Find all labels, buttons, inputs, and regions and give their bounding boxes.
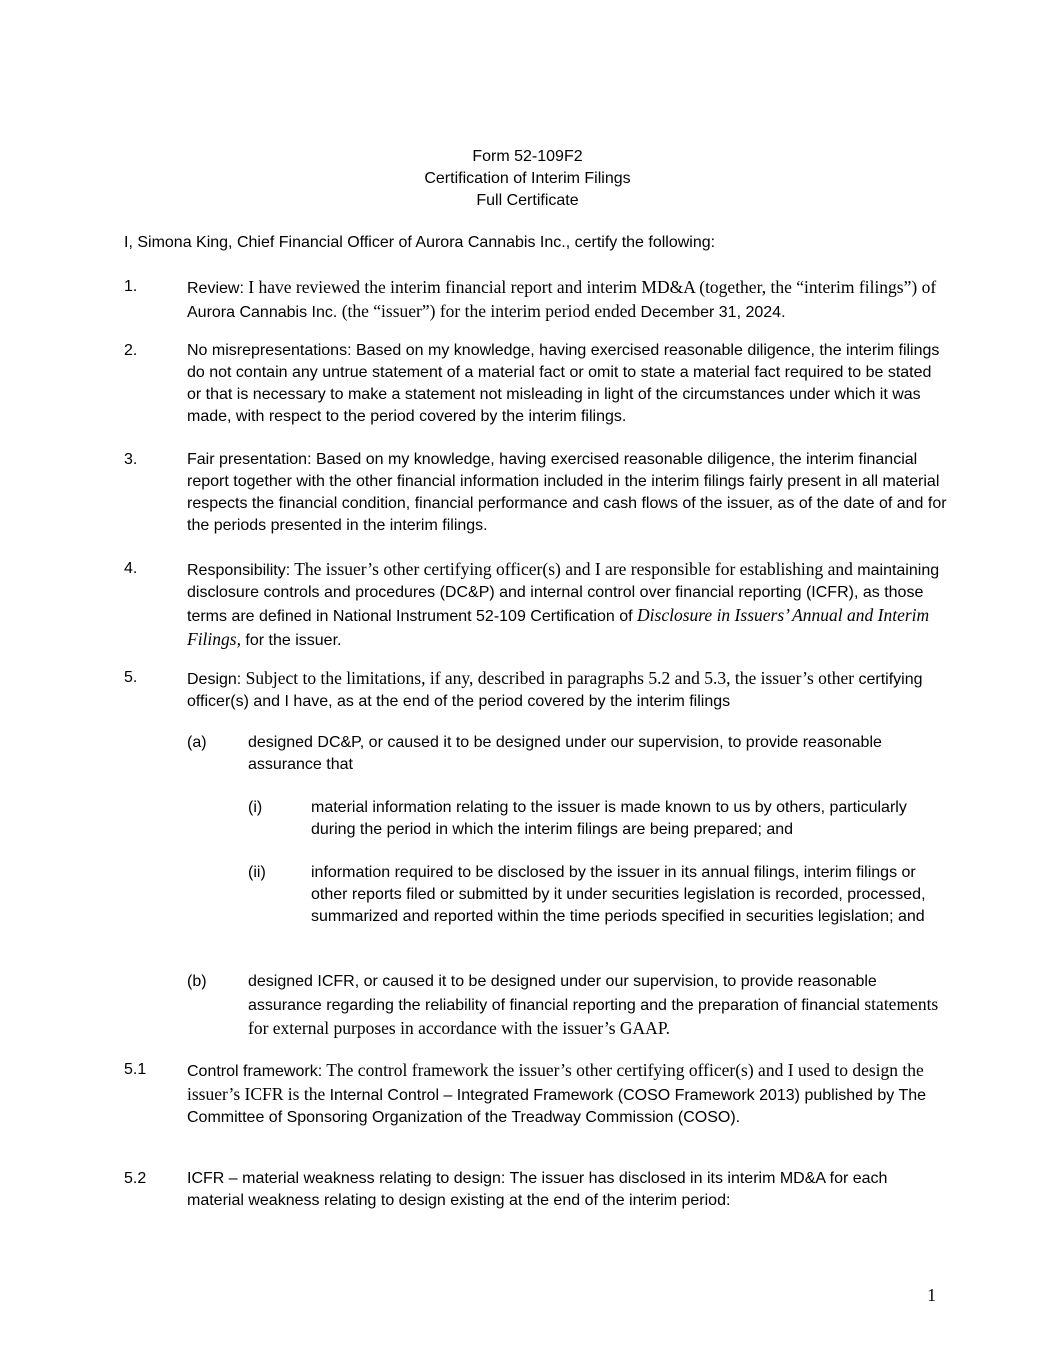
paragraph-text: ICFR – material weakness relating to design: The issuer has disclosed in its interim MD&A for each material weakness relating to design existing at the end of the interim period: [187, 1170, 888, 1209]
paragraph-text: No misrepresentations: Based on my knowledge, having exercised reasonable diligence, the interim filings do not contain any untrue statement of a material fact or omit to state a material fact required to be stated or that is necessary to make a statement not misleading in light of the circumstances under which it was made, with respect to the period covered by the interim filings. [187, 342, 940, 425]
subparagraph-label: (a) [187, 734, 207, 751]
paragraph-text: certifying officer(s) and I have, as at the end of the period covered by the interim filings [187, 671, 923, 710]
paragraph-text: The issuer’s other certifying officer(s) and I are responsible for establishing and [290, 559, 858, 579]
paragraph-text: Internal Control – Integrated Framework (COSO Framework 2013) published by The Committee of Sponsoring Organization of the Treadway Commission (COSO). [187, 1087, 927, 1126]
paragraph-number: 5.1 [124, 1061, 147, 1078]
paragraph-text: Subject to the limitations, if any, described in paragraphs 5.2 and 5.3, the issuer’s other [241, 668, 859, 688]
paragraph-number: 2. [124, 342, 138, 359]
subparagraph-text: designed DC&P, or caused it to be designed under our supervision, to provide reasonable assurance that [248, 734, 882, 773]
document-title: Certification of Interim Filings [424, 170, 631, 187]
paragraph-text: (the “issuer”) for the interim period ended [337, 301, 641, 321]
period-end-date: December 31, 2024. [640, 304, 786, 321]
form-number: Form 52-109F2 [472, 148, 583, 165]
subparagraph-text: information required to be disclosed by the issuer in its annual filings, interim filings or other reports filed or submitted by it under securities legislation is recorded, processed, summarized and reported within the time periods specified in securities legislation; and [311, 864, 926, 925]
subparagraph-label: (b) [187, 973, 207, 990]
page-number: 1 [927, 1285, 936, 1305]
paragraph-heading: Design: [187, 671, 242, 688]
paragraph-text: The control framework the issuer’s other certifying officer(s) and I used to design the issuer’s ICFR is the [187, 1060, 924, 1104]
company-name: Aurora Cannabis Inc. [187, 304, 338, 321]
paragraph-number: 3. [124, 451, 138, 468]
subparagraph-label: (ii) [248, 864, 266, 881]
paragraph-number: 5.2 [124, 1170, 147, 1187]
paragraph-heading: Review: [187, 280, 244, 297]
intro-statement: I, Simona King, Chief Financial Officer of Aurora Cannabis Inc., certify the following: [124, 234, 716, 251]
paragraph-body [187, 276, 947, 324]
paragraph-number: 1. [124, 278, 138, 295]
document-subtitle: Full Certificate [476, 192, 579, 209]
subparagraph-body [248, 971, 948, 1041]
paragraph-number: 5. [124, 669, 138, 686]
paragraph-body [187, 558, 947, 652]
subparagraph-label: (i) [248, 799, 263, 816]
paragraph-number: 4. [124, 560, 138, 577]
subparagraph-text: statements for external purposes in accordance with the issuer’s GAAP. [248, 994, 939, 1038]
paragraph-body [187, 1059, 947, 1129]
subparagraph-text: material information relating to the issuer is made known to us by others, particularly during the period in which the interim filings are being prepared; and [311, 799, 907, 838]
paragraph-text: maintaining disclosure controls and procedures (DC&P) and internal control over financial reporting (ICFR), as those terms are defined in National Instrument 52-109 Certification of [187, 562, 940, 625]
paragraph-text: Fair presentation: Based on my knowledge, having exercised reasonable diligence, the interim financial report together with the other financial information included in the interim filings fairly present in all material respects the financial condition, financial performance and cash flows of the issuer, as of the date of and for the periods presented in the interim filings. [187, 451, 947, 534]
subparagraph-text: designed ICFR, or caused it to be designed under our supervision, to provide reasonable assurance regarding the reliability of financial reporting and the preparation of financial [248, 973, 877, 1014]
paragraph-body [187, 667, 947, 713]
paragraph-text: for the issuer. [240, 632, 342, 649]
instrument-title: Disclosure in Issuers’ Annual and Interim Filings, [187, 605, 930, 649]
paragraph-heading: Control framework: [187, 1063, 323, 1080]
paragraph-heading: Responsibility: [187, 562, 291, 579]
paragraph-text: I have reviewed the interim financial report and interim MD&A (together, the “interim filings”) of [243, 277, 937, 297]
document-header [0, 146, 1055, 212]
